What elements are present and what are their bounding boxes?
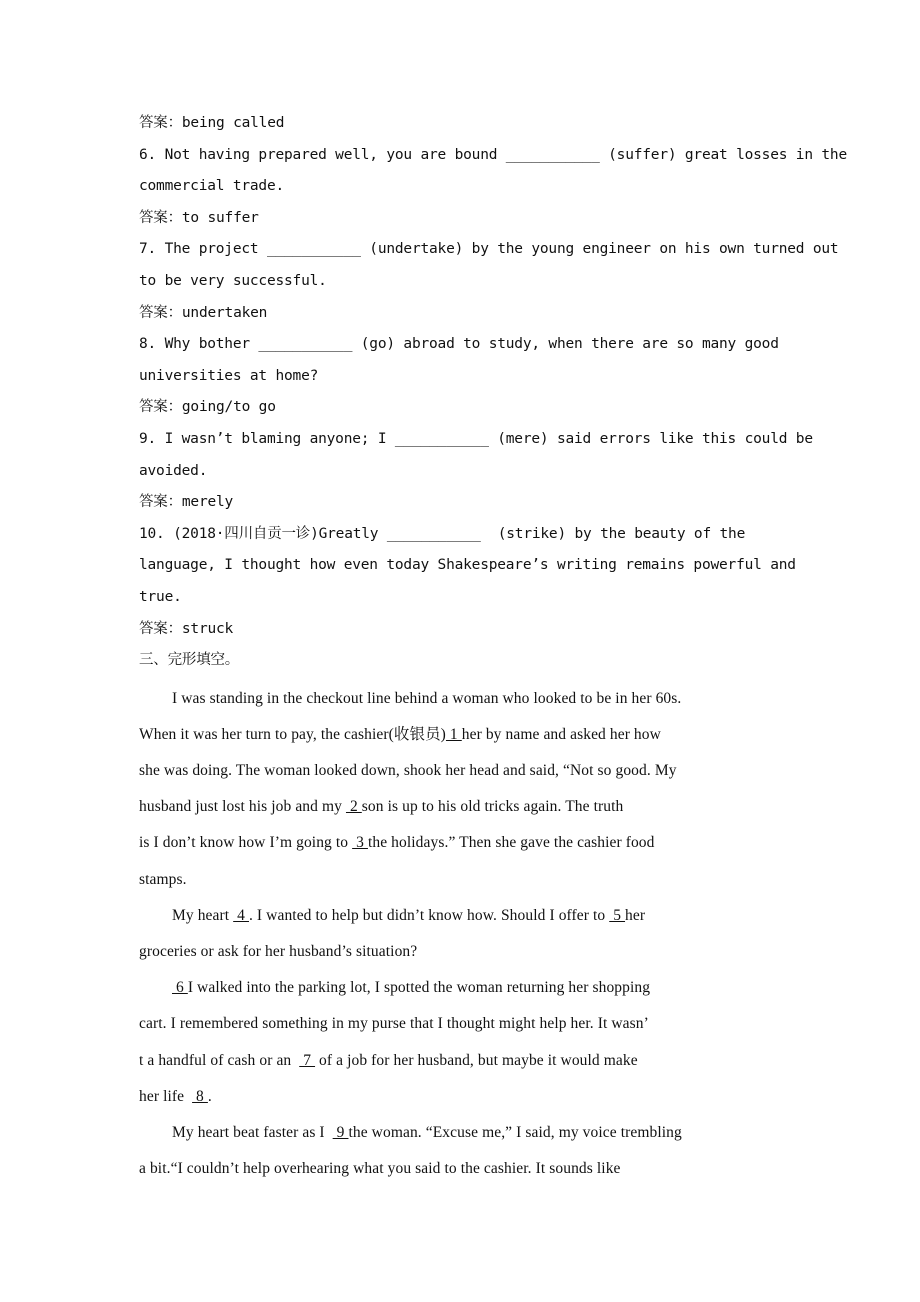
passage-text: son is up to his old tricks again. The truth <box>361 798 624 816</box>
passage-text: of a job for her husband, but maybe it would make <box>315 1051 638 1069</box>
passage-line: she was doing. The woman looked down, shook her head and said, “Not so good. My <box>139 762 677 780</box>
question-7-line-1: 7. The project ___________ (undertake) by the young engineer on his own turned out <box>139 241 839 258</box>
blank-6: 6 <box>172 979 188 997</box>
passage-text: her <box>625 906 646 924</box>
answer-text: merely <box>181 494 234 511</box>
answer-label: 答案： <box>139 209 182 226</box>
passage-text: My heart beat faster as I <box>172 1123 333 1141</box>
answer-label: 答案： <box>139 399 182 416</box>
passage-line <box>139 717 839 753</box>
passage-line <box>139 1043 839 1079</box>
passage-line <box>139 898 839 934</box>
answer-label: 答案： <box>139 620 182 637</box>
passage-text: I walked into the parking lot, I spotted the woman returning her shopping <box>187 979 651 997</box>
passage-text: is I don’t know how I’m going to <box>139 834 353 852</box>
passage-text: When it was her turn to pay, the cashier(收银员) <box>139 725 446 743</box>
document-page <box>139 108 847 1187</box>
answer-line <box>139 614 839 646</box>
answer-line <box>139 298 839 330</box>
passage-text: t a handful of cash or an <box>139 1051 300 1069</box>
passage-text: the woman. “Excuse me,” I said, my voice trembling <box>348 1123 682 1141</box>
section-title: 三、完形填空。 <box>139 652 240 669</box>
question-6-line-2: commercial trade. <box>139 178 285 195</box>
answer-text: to suffer <box>181 209 259 226</box>
question-10-line-1: 10. (2018·四川自贡一诊)Greatly ___________ (strike) by the beauty of the <box>139 525 746 542</box>
passage-line <box>139 1079 839 1115</box>
blank-9: 9 <box>332 1123 349 1141</box>
question-9-line-1: 9. I wasn’t blaming anyone; I ___________ (mere) said errors like this could be <box>139 430 813 447</box>
question-6-line-1: 6. Not having prepared well, you are bound ___________ (suffer) great losses in the <box>139 146 847 163</box>
blank-7: 7 <box>299 1051 316 1069</box>
blank-5: 5 <box>609 906 626 924</box>
blank-2: 2 <box>345 798 362 816</box>
answer-line <box>139 203 839 235</box>
answer-line <box>139 487 839 519</box>
answer-line <box>139 108 839 140</box>
answer-text: being called <box>181 115 285 131</box>
blank-4: 4 <box>233 906 249 924</box>
question-8-line-2: universities at home? <box>139 367 319 384</box>
passage-line: a bit.“I couldn’t help overhearing what you said to the cashier. It sounds like <box>139 1160 621 1178</box>
passage-text: her life <box>139 1087 193 1105</box>
passage-line: I was standing in the checkout line behind a woman who looked to be in her 60s. <box>172 689 682 707</box>
blank-1: 1 <box>445 725 462 743</box>
passage-text: husband just lost his job and my <box>139 798 346 816</box>
answer-label: 答案： <box>139 304 182 321</box>
passage-text: . I wanted to help but didn’t know how. Should I offer to <box>248 906 610 924</box>
passage-text: her by name and asked her how <box>461 725 661 743</box>
question-7-line-2: to be very successful. <box>139 272 327 289</box>
passage-text: . <box>207 1087 212 1105</box>
passage-line <box>139 825 839 861</box>
passage-text: the holidays.” Then she gave the cashier food <box>367 834 655 852</box>
passage-line: cart. I remembered something in my purse that I thought might help her. It wasn’ <box>139 1015 649 1033</box>
passage-line: groceries or ask for her husband’s situation? <box>139 943 418 960</box>
question-9-line-2: avoided. <box>139 462 208 479</box>
question-10-line-2: language, I thought how even today Shakespeare’s writing remains powerful and <box>139 557 796 574</box>
passage-line <box>139 970 839 1006</box>
answer-label: 答案： <box>139 494 182 511</box>
passage-line: stamps. <box>139 870 187 888</box>
answer-text: going/to go <box>181 399 276 416</box>
blank-3: 3 <box>352 834 368 852</box>
answer-label: 答案： <box>139 115 182 131</box>
passage-line <box>139 1115 839 1151</box>
passage-text: My heart <box>172 906 234 924</box>
question-8-line-1: 8. Why bother ___________ (go) abroad to study, when there are so many good <box>139 336 779 353</box>
answer-text: struck <box>181 620 234 637</box>
answer-line <box>139 392 839 424</box>
answer-text: undertaken <box>181 304 268 321</box>
blank-8: 8 <box>192 1087 208 1105</box>
question-10-line-3: true. <box>139 588 182 605</box>
passage-line <box>139 789 839 825</box>
